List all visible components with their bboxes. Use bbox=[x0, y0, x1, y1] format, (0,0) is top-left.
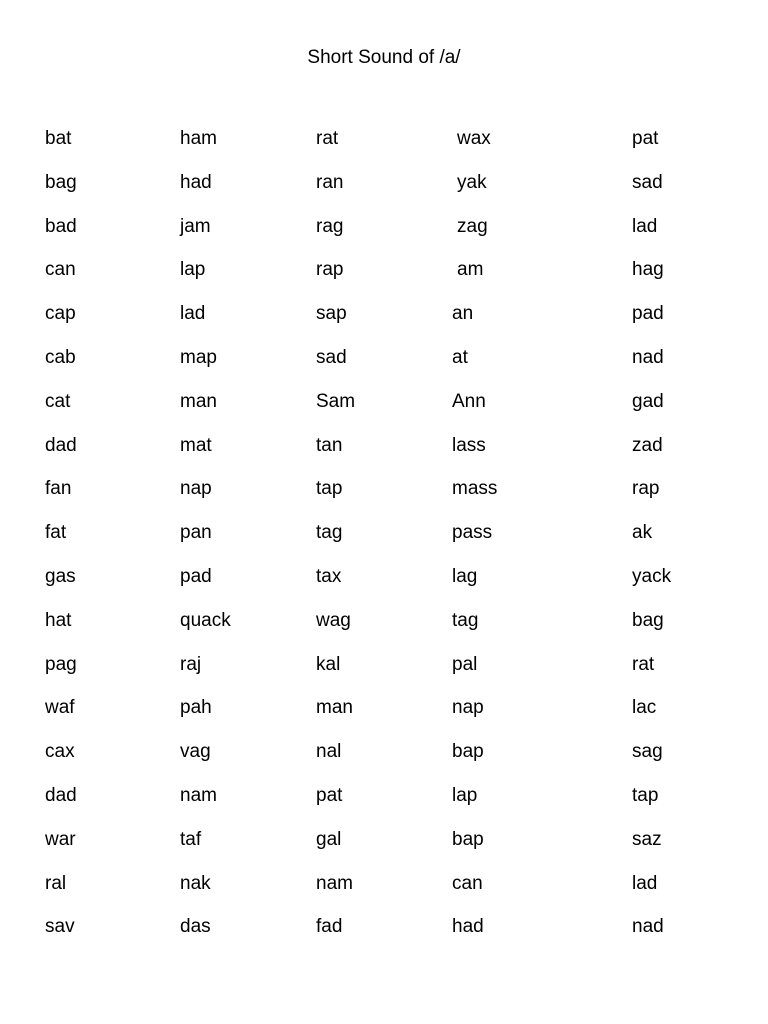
word-column-1 bbox=[45, 127, 175, 959]
word-cell: rat bbox=[632, 653, 655, 675]
word-cell: sad bbox=[316, 346, 347, 368]
word-cell: tax bbox=[316, 565, 342, 587]
word-cell: zad bbox=[632, 434, 663, 456]
word-cell: wax bbox=[457, 128, 491, 149]
word-cell: ran bbox=[316, 171, 344, 193]
word-cell: yack bbox=[632, 565, 672, 587]
word-cell: nal bbox=[316, 741, 342, 763]
word-cell: nap bbox=[180, 478, 212, 500]
word-cell: lag bbox=[452, 565, 478, 587]
word-cell: Sam bbox=[316, 390, 356, 412]
word-cell: war bbox=[45, 828, 76, 850]
word-cell: jam bbox=[180, 215, 211, 237]
word-cell: das bbox=[180, 916, 211, 938]
word-cell: map bbox=[180, 346, 217, 368]
word-cell: can bbox=[452, 872, 483, 894]
word-cell: bap bbox=[452, 828, 484, 850]
word-cell: raj bbox=[180, 653, 202, 675]
word-cell: sav bbox=[45, 916, 75, 938]
word-cell: quack bbox=[180, 609, 231, 631]
word-cell: cax bbox=[45, 741, 75, 763]
word-cell: lad bbox=[632, 215, 658, 237]
word-cell: rap bbox=[316, 259, 344, 281]
word-cell: waf bbox=[45, 697, 75, 719]
word-cell: hat bbox=[45, 609, 72, 631]
word-cell: pah bbox=[180, 697, 212, 719]
word-cell: vag bbox=[180, 741, 211, 763]
word-cell: dad bbox=[45, 784, 77, 806]
word-cell: pass bbox=[452, 522, 493, 544]
word-cell: pag bbox=[45, 653, 77, 675]
word-cell: man bbox=[180, 390, 217, 412]
word-cell: lap bbox=[180, 259, 206, 281]
word-cell: cat bbox=[45, 390, 71, 412]
word-cell: bap bbox=[452, 741, 484, 763]
word-cell: ak bbox=[632, 522, 653, 544]
word-cell: nak bbox=[180, 872, 211, 894]
word-cell: pad bbox=[632, 303, 664, 325]
word-cell: gal bbox=[316, 828, 342, 850]
word-cell: at bbox=[452, 346, 468, 368]
word-cell: bat bbox=[45, 128, 72, 149]
word-cell: nad bbox=[632, 346, 664, 368]
word-cell: bad bbox=[45, 215, 77, 237]
word-cell: sag bbox=[632, 741, 663, 763]
word-cell: ral bbox=[45, 872, 67, 894]
word-cell: had bbox=[452, 916, 484, 938]
word-column-5 bbox=[632, 127, 762, 959]
word-cell: bag bbox=[45, 171, 77, 193]
word-cell: pat bbox=[632, 128, 659, 149]
word-cell: sad bbox=[632, 171, 663, 193]
word-cell: tag bbox=[316, 522, 343, 544]
word-cell: gad bbox=[632, 390, 664, 412]
word-column-4 bbox=[452, 127, 582, 959]
word-cell: mass bbox=[452, 478, 498, 500]
word-cell: pat bbox=[316, 784, 343, 806]
word-cell: cab bbox=[45, 346, 76, 368]
word-cell: rat bbox=[316, 128, 339, 149]
word-cell: tan bbox=[316, 434, 343, 456]
page-title: Short Sound of /a/ bbox=[307, 47, 461, 68]
word-cell: nam bbox=[180, 784, 217, 806]
word-cell: dad bbox=[45, 434, 77, 456]
word-cell: rag bbox=[316, 215, 344, 237]
word-cell: nap bbox=[452, 697, 484, 719]
word-cell: bag bbox=[632, 609, 664, 631]
word-cell: mat bbox=[180, 434, 212, 456]
word-cell: pad bbox=[180, 565, 212, 587]
word-cell: tap bbox=[316, 478, 343, 500]
word-cell: nad bbox=[632, 916, 664, 938]
word-cell: am bbox=[457, 259, 484, 281]
word-cell: fan bbox=[45, 478, 72, 500]
word-cell: kal bbox=[316, 653, 341, 675]
word-cell: taf bbox=[180, 828, 202, 850]
word-cell: zag bbox=[457, 215, 488, 237]
word-cell: ham bbox=[180, 128, 217, 149]
word-cell: had bbox=[180, 171, 212, 193]
word-cell: Ann bbox=[452, 390, 486, 412]
word-cell: gas bbox=[45, 565, 76, 587]
word-cell: fad bbox=[316, 916, 343, 938]
word-cell: lac bbox=[632, 697, 657, 719]
word-cell: tap bbox=[632, 784, 659, 806]
word-cell: cap bbox=[45, 303, 76, 325]
word-cell: pal bbox=[452, 653, 478, 675]
word-cell: lad bbox=[632, 872, 658, 894]
word-cell: hag bbox=[632, 259, 664, 281]
word-cell: wag bbox=[316, 609, 351, 631]
word-cell: man bbox=[316, 697, 353, 719]
word-cell: nam bbox=[316, 872, 353, 894]
word-cell: lad bbox=[180, 303, 206, 325]
word-cell: lass bbox=[452, 434, 486, 456]
word-cell: fat bbox=[45, 522, 67, 544]
word-column-2 bbox=[180, 127, 310, 959]
word-cell: lap bbox=[452, 784, 478, 806]
word-cell: pan bbox=[180, 522, 212, 544]
word-cell: yak bbox=[457, 171, 487, 193]
word-column-3 bbox=[316, 127, 446, 959]
word-cell: saz bbox=[632, 828, 662, 850]
word-cell: can bbox=[45, 259, 76, 281]
word-cell: an bbox=[452, 303, 474, 325]
word-cell: tag bbox=[452, 609, 479, 631]
word-cell: sap bbox=[316, 303, 347, 325]
word-cell: rap bbox=[632, 478, 660, 500]
